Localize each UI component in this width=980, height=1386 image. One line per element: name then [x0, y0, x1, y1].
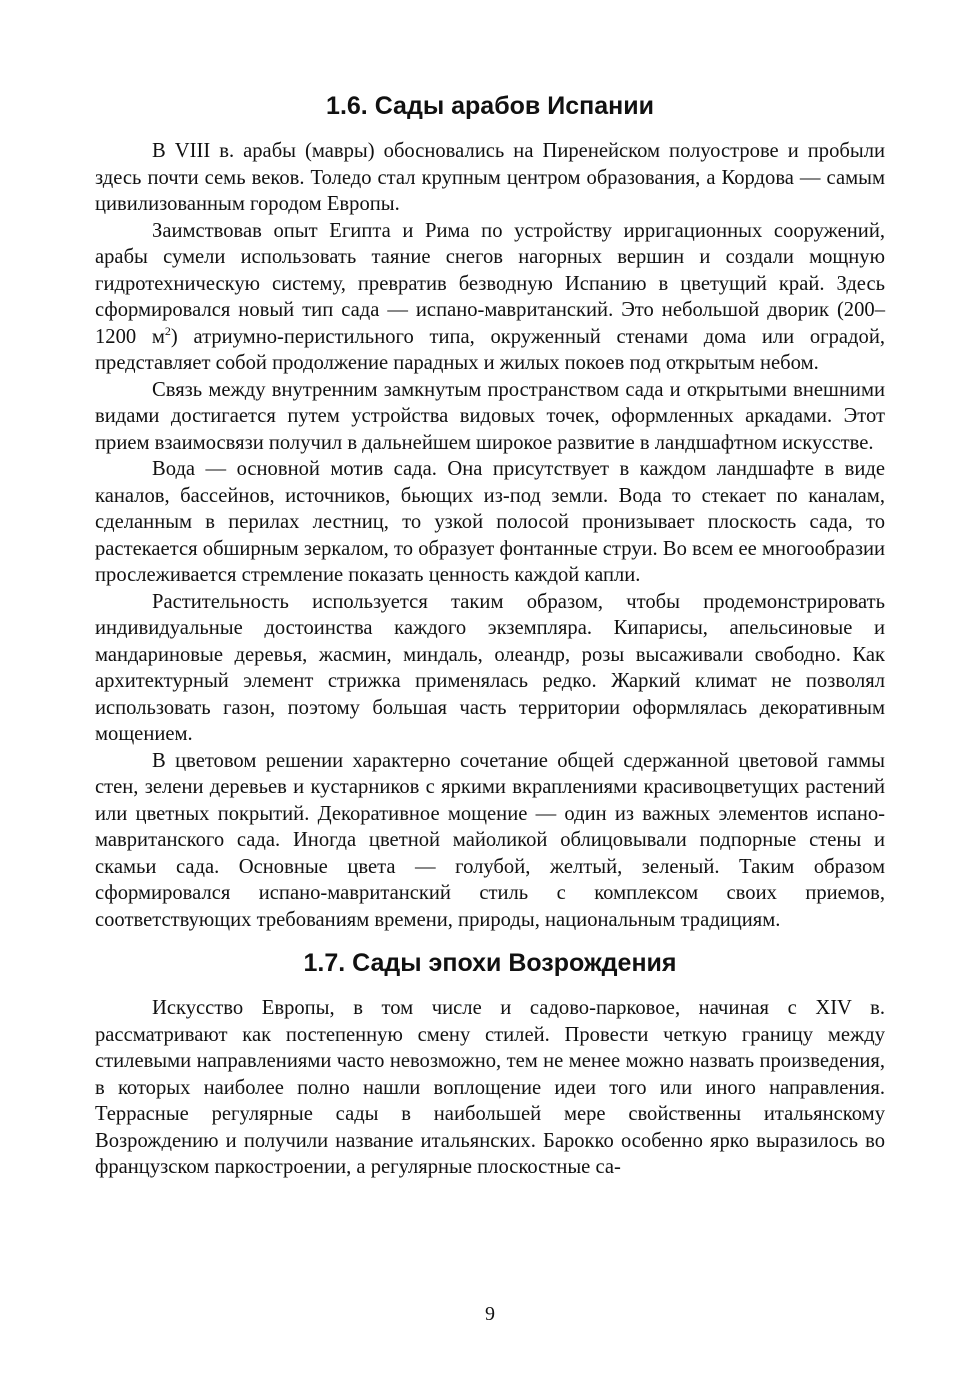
paragraph: Растительность используется таким образом, чтобы продемонстрировать индивидуальные достоинства каждого экземпляра. Кипарисы, апельсиновые и мандариновые деревья, жасмин, миндаль, олеандр, розы высаживали свободно. Как архитектурный элемент стрижка применялась редко. Жаркий климат не позволял использовать газон, поэтому большая часть территории оформлялась декоративным мощением. [95, 590, 885, 745]
paragraph: Связь между внутренним замкнутым пространством сада и открытыми внешними видами достигается путем устройства видовых точек, оформленных аркадами. Этот прием взаимосвязи получил в дальнейшем широкое развитие в ландшафтном искусстве. [95, 378, 885, 454]
paragraph-text: Заимствовав опыт Египта и Рима по устройству ирригационных сооружений, арабы сумели использовать таяние снегов нагорных вершин и создали мощную гидротехническую систему, превратив безводную Испанию в цветущий край. Здесь сформировался новый тип сада — испано-мавританский. Это небольшой дворик (200–1200 м [95, 219, 885, 348]
paragraph-text: ) атриумно-перистильного типа, окруженный стенами дома или оградой, представляет собой продолжение парадных и жилых покоев под открытым небом. [95, 325, 885, 374]
superscript: 2 [164, 323, 171, 338]
paragraph [95, 218, 885, 377]
paragraph: В VIII в. арабы (мавры) обосновались на Пиренейском полуострове и пробыли здесь почти семь веков. Толедо стал крупным центром образования, а Кордова — самым цивилизованным городом Европы. [95, 140, 885, 215]
page-content [95, 88, 885, 1181]
section-heading: 1.6. Сады арабов Испании [326, 92, 654, 120]
paragraph: В цветовом решении характерно сочетание общей сдержанной цветовой гаммы стен, зелени деревьев и кустарников с яркими вкраплениями красивоцветущих растений или цветных покрытий. Декоративное мощение — один из важных элементов испано-мавританского сада. Иногда цветной майоликой облицовывали подпорные стены и скамьи сада. Основные цвета — голубой, желтый, зеленый. Таким образом сформировался испано-мавританский стиль с комплексом своих приемов, соответствующих требованиям времени, природы, национальным традициям. [95, 749, 885, 931]
paragraph: Вода — основной мотив сада. Она присутствует в каждом ландшафте в виде каналов, бассейнов, источников, бьющих из-под земли. Вода то стекает по каналам, сделанным в перилах лестниц, то узкой полосой пронизывает плоскость сада, то растекается обширным зеркалом, то образует фонтанные струи. Во всем ее многообразии прослеживается стремление показать ценность каждой капли. [95, 458, 885, 586]
page-number: 9 [485, 1303, 495, 1325]
paragraph: Искусство Европы, в том числе и садово-парковое, начиная с XIV в. рассматривают как постепенную смену стилей. Провести четкую границу между стилевыми направлениями часто невозможно, тем не менее можно назвать произведения, в которых наиболее полно нашли воплощение идеи того или иного направления. Террасные регулярные сады в наибольшей мере свойственны итальянскому Возрождению и получили название итальянских. Барокко особенно ярко выразилось во французском паркостроении, а регулярные плоскостные са- [95, 997, 885, 1178]
section-heading: 1.7. Сады эпохи Возрождения [303, 949, 677, 977]
